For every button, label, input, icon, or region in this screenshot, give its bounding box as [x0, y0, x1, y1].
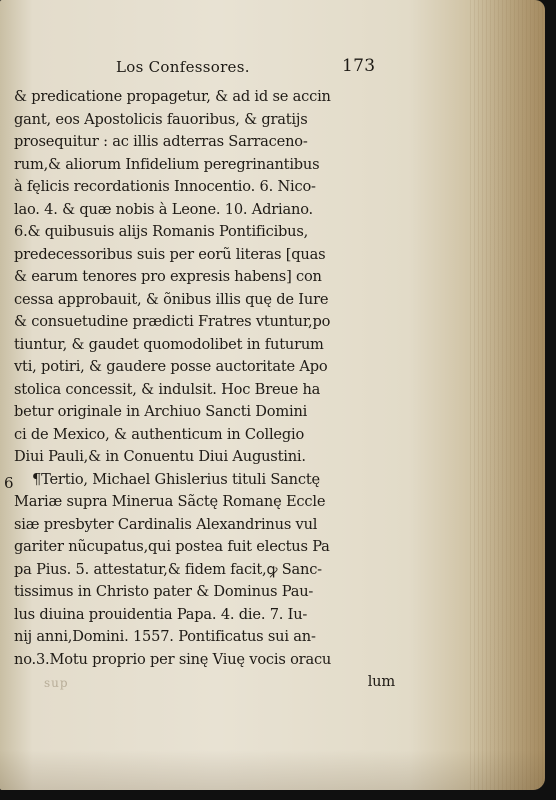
text-line: tissimus in Christo pater & Dominus Pau- [14, 583, 314, 600]
text-line: tiuntur, & gaudet quomodolibet in futurum [14, 335, 324, 353]
text-line: & earum tenores pro expresis habens] con [14, 268, 322, 285]
text-line: & predicatione propagetur, & ad id se accin [14, 88, 331, 105]
page-number: 173 [342, 56, 376, 76]
body-text [14, 86, 409, 694]
text-line: lao. 4. & quæ nobis à Leone. 10. Adriano. [14, 200, 313, 218]
library-stamp: sup [44, 676, 69, 690]
text-line: 6.& quibusuis alijs Romanis Pontificibus, [14, 223, 309, 240]
text-line: predecessoribus suis per eorũ literas [quas [14, 245, 326, 263]
text-line: Diui Pauli,& in Conuentu Diui Augustini. [14, 448, 306, 465]
text-line: & consuetudine prædicti Fratres vtuntur,po [14, 313, 331, 330]
text-line: ci de Mexico, & authenticum in Collegio [14, 425, 305, 443]
margin-note: 6 [4, 474, 14, 492]
page-header [116, 56, 386, 80]
text-line: Mariæ supra Minerua Sãctę Romanę Eccle [14, 493, 326, 510]
text-line: gariter nũcupatus,qui postea fuit electus Pa [14, 538, 330, 555]
text-line: à fęlicis recordationis Innocentio. 6. Nico- [14, 178, 316, 195]
text-line: gant, eos Apostolicis fauoribus, & gratijs [14, 110, 308, 128]
text-line: cessa approbauit, & õnibus illis quę de Iure [14, 290, 329, 308]
text-line: nij anni,Domini. 1557. Pontificatus sui an- [14, 628, 316, 645]
page-bottom-shadow [0, 750, 545, 790]
text-line: rum,& aliorum Infidelium peregrinantibus [14, 155, 320, 173]
text-line: betur originale in Archiuo Sancti Domini [14, 403, 308, 420]
page-edge-shading [470, 0, 545, 790]
text-line: ¶Tertio, Michael Ghislerius tituli Sanctę [32, 470, 320, 488]
text-line: vti, potiri, & gaudere posse auctoritate Apo [14, 358, 328, 375]
text-line: no.3.Motu proprio per sinę Viuę vocis oracu [14, 650, 332, 668]
text-line: pa Pius. 5. attestatur,& fidem facit,ꝙ Sanc- [14, 560, 322, 578]
text-line: siæ presbyter Cardinalis Alexandrinus vul [14, 515, 318, 533]
text-line: lus diuina prouidentia Papa. 4. die. 7. Iu- [14, 605, 308, 623]
text-line: stolica concessit, & indulsit. Hoc Breue ha [14, 380, 321, 398]
running-head: Los Confessores. [116, 58, 250, 76]
text-line: prosequitur : ac illis adterras Sarraceno- [14, 133, 308, 150]
text-line: lum [367, 673, 395, 690]
